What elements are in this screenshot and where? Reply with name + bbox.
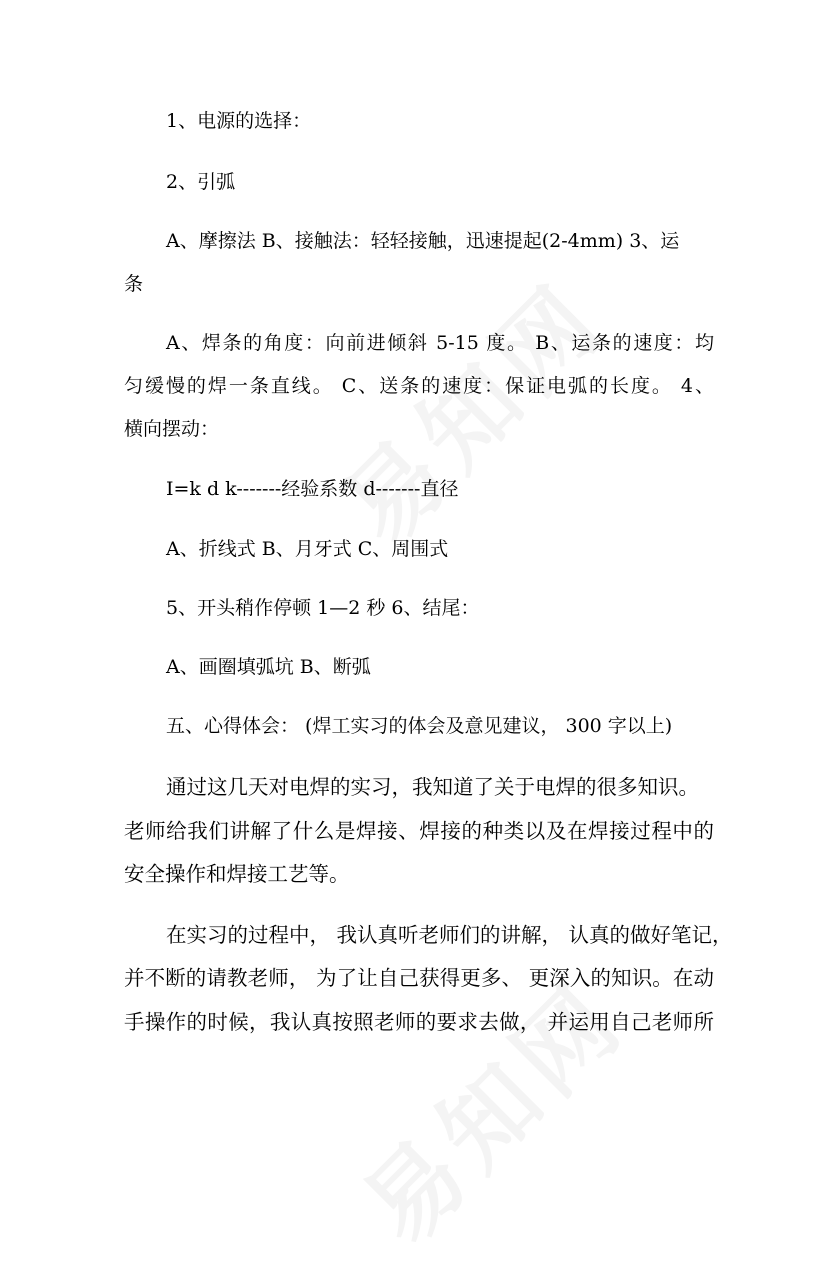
paragraph-2-line-2: 并不断的请教老师， 为了让自己获得更多、 更深入的知识。在动 <box>124 966 714 990</box>
paragraph-1-line-1: 通过这几天对电焊的实习，我知道了关于电焊的很多知识。 <box>166 775 699 799</box>
text-line-end-methods: A、画圈填弧坑 B、断弧 <box>166 656 371 678</box>
text-line-swing-types: A、折线式 B、月牙式 C、周围式 <box>166 538 449 560</box>
paragraph-1-line-2: 老师给我们讲解了什么是焊接、焊接的种类以及在焊接过程中的 <box>124 819 714 843</box>
section-heading-experience: 五、心得体会： (焊工实习的体会及意见建议， 300 字以上) <box>166 715 673 737</box>
paragraph-2-line-1: 在实习的过程中， 我认真听老师们的讲解， 认真的做好笔记， <box>166 923 733 947</box>
text-line-start-end: 5、开头稍作停顿 1—2 秒 6、结尾： <box>166 597 480 619</box>
text-line-current-formula: I=k d k-------经验系数 d-------直径 <box>166 478 459 500</box>
watermark-logo <box>328 948 650 1269</box>
text-line-power-selection: 1、电源的选择： <box>166 110 312 132</box>
text-line-rod-speed: 匀缓慢的焊一条直线。 C、送条的速度：保证电弧的长度。 4、 <box>124 375 714 397</box>
paragraph-1-line-3: 安全操作和焊接工艺等。 <box>124 862 350 886</box>
text-line-rod-angle: A、焊条的角度：向前进倾斜 5-15 度。 B、运条的速度：均 <box>166 332 714 354</box>
text-line-arc-methods: A、摩擦法 B、接触法：轻轻接触，迅速提起(2-4mm) 3、运 <box>166 230 680 252</box>
paragraph-2-line-3: 手操作的时候，我认真按照老师的要求去做， 并运用自己老师所 <box>124 1010 714 1034</box>
text-line-arc-strike: 2、引弧 <box>166 171 236 193</box>
text-line-arc-methods-cont: 条 <box>124 273 144 295</box>
text-line-lateral-swing: 横向摆动： <box>124 418 220 440</box>
